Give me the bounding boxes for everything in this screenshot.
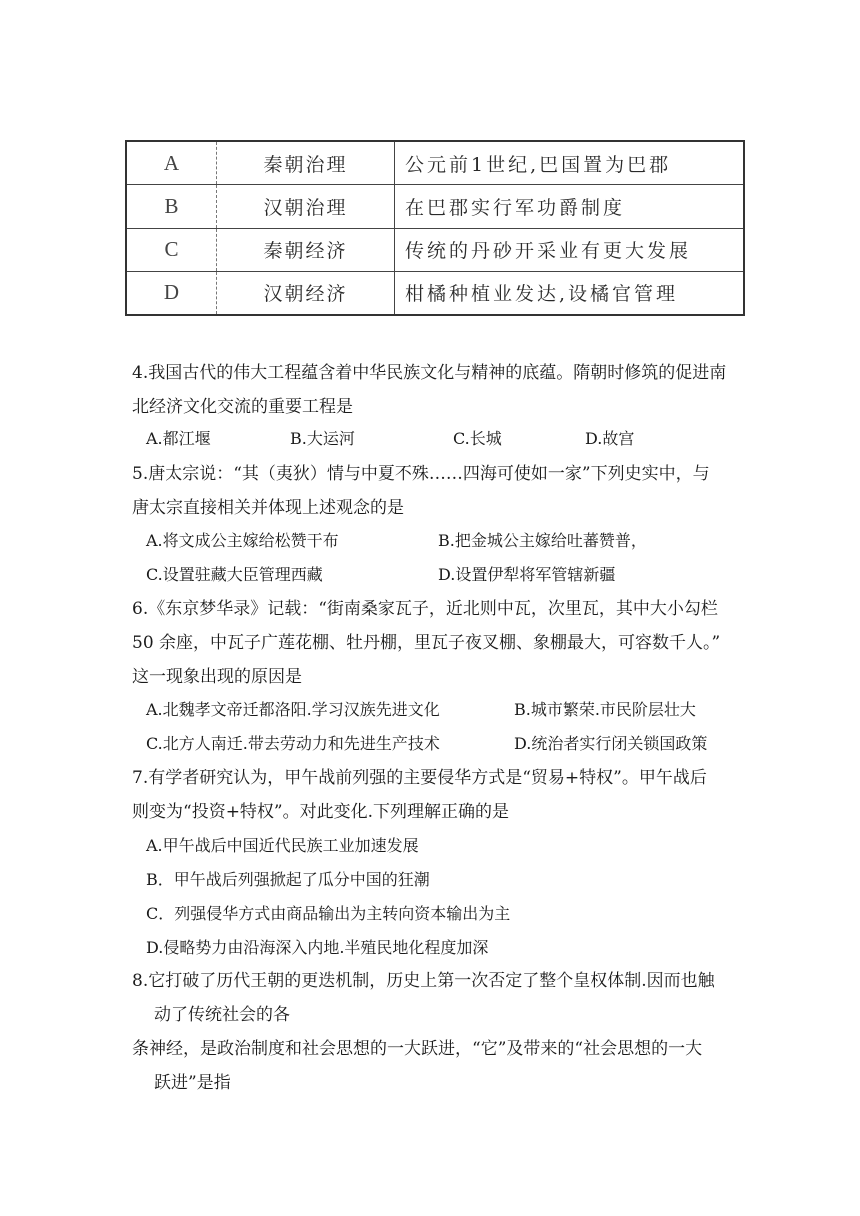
row-topic: 汉朝治理 xyxy=(217,185,395,227)
q7-stem-line2: 则变为“投资+特权”。对此变化.下列理解正确的是 xyxy=(132,802,510,822)
q8-stem-line3: 条神经，是政治制度和社会思想的一大跃进，“它”及带来的“社会思想的一大 xyxy=(132,1039,703,1059)
q8-stem-line4: 跃进”是指 xyxy=(154,1073,231,1093)
row-letter: C xyxy=(127,229,217,271)
q6-stem-line2: 50 余座，中瓦子广莲花棚、牡丹棚，里瓦子夜叉棚、象棚最大，可容数千人。” xyxy=(132,633,721,653)
q6-option-b: B.城市繁荣.市民阶层壮大 xyxy=(514,700,696,719)
table-row xyxy=(127,272,743,314)
q6-option-a: A.北魏孝文帝迁都洛阳.学习汉族先进文化 xyxy=(146,700,440,719)
q6-stem-line1: 6.《东京梦华录》记载：“街南桑家瓦子，近北则中瓦，次里瓦，其中大小勾栏 xyxy=(132,599,718,619)
q7-option-c: C．列强侵华方式由商品输出为主转向资本输出为主 xyxy=(146,904,511,923)
q4-stem-line1: 4.我国古代的伟大工程蕴含着中华民族文化与精神的底蕴。隋朝时修筑的促进南 xyxy=(132,363,727,383)
q6-stem-line3: 这一现象出现的原因是 xyxy=(132,667,302,687)
q7-stem-line1: 7.有学者研究认为，甲午战前列强的主要侵华方式是“贸易+特权”。甲午战后 xyxy=(132,768,707,788)
q5-option-b: B.把金城公主嫁给吐蕃赞普， xyxy=(438,531,647,550)
q7-option-b: B．甲午战后列强掀起了瓜分中国的狂潮 xyxy=(146,870,430,889)
row-letter: A xyxy=(127,142,217,184)
q4-option-b: B.大运河 xyxy=(290,429,355,448)
row-content: 传统的丹砂开采业有更大发展 xyxy=(405,240,692,263)
options-table xyxy=(125,140,745,316)
table-row xyxy=(127,142,743,185)
q4-option-a: A.都江堰 xyxy=(146,429,211,448)
q8-stem-line1: 8.它打破了历代王朝的更迭机制，历史上第一次否定了整个皇权体制.因而也触 xyxy=(132,971,715,991)
q4-option-c: C.长城 xyxy=(453,429,502,448)
row-topic: 秦朝治理 xyxy=(217,142,395,184)
q4-option-d: D.故宫 xyxy=(585,429,635,448)
table-row xyxy=(127,229,743,272)
table-row xyxy=(127,185,743,228)
row-content: 在巴郡实行军功爵制度 xyxy=(405,196,626,219)
q5-stem-line1: 5.唐太宗说：“其（夷狄）情与中夏不殊……四海可使如一家”下列史实中，与 xyxy=(132,464,710,484)
q6-option-d: D.统治者实行闭关锁国政策 xyxy=(514,734,708,753)
q7-option-a: A.甲午战后中国近代民族工业加速发展 xyxy=(146,836,419,855)
q5-option-d: D.设置伊犁将军管辖新疆 xyxy=(438,565,616,584)
q5-stem-line2: 唐太宗直接相关并体现上述观念的是 xyxy=(132,498,404,518)
row-topic: 汉朝经济 xyxy=(217,272,395,314)
row-letter: D xyxy=(127,272,217,314)
row-content: 公元前1世纪,巴国置为巴郡 xyxy=(405,153,672,176)
row-content: 柑橘种植业发达,设橘官管理 xyxy=(405,283,679,306)
q6-option-c: C.北方人南迁.带去劳动力和先进生产技术 xyxy=(146,734,440,753)
q7-option-d: D.侵略势力由沿海深入内地.半殖民地化程度加深 xyxy=(146,938,489,957)
row-letter: B xyxy=(127,185,217,227)
row-topic: 秦朝经济 xyxy=(217,229,395,271)
q5-option-c: C.设置驻藏大臣管理西藏 xyxy=(146,565,323,584)
q4-stem-line2: 北经济文化交流的重要工程是 xyxy=(132,397,353,417)
q5-option-a: A.将文成公主嫁给松赞干布 xyxy=(146,531,339,550)
q8-stem-line2: 动了传统社会的各 xyxy=(154,1005,290,1025)
